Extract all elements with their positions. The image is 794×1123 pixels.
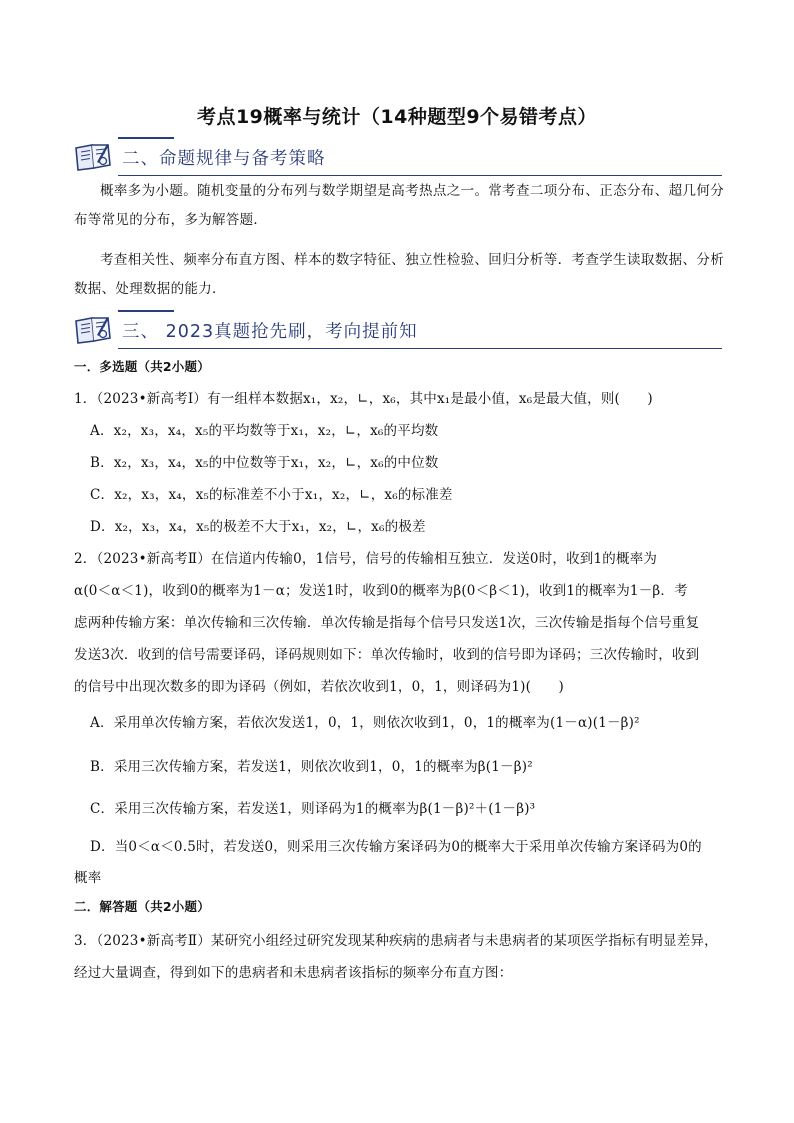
q2-option-d: D．当0＜α＜0.5时，若发送0，则采用三次传输方案译码为0的概率大于采用单次传输方案译码为0的 (90, 839, 702, 855)
header-accent-line (118, 137, 174, 139)
q2-option-a: A．采用单次传输方案，若依次发送1，0，1，则依次收到1，0，1的概率为(1－α)(1－β)² (90, 715, 640, 731)
question-1-stem: 1．（2023•新高考Ⅰ）有一组样本数据x₁，x₂，∟，x₆，其中x₁是最小值，x₆是最大值，则( ) (74, 391, 653, 407)
book-icon (74, 142, 114, 172)
q1-option-b: B．x₂，x₃，x₄，x₅的中位数等于x₁，x₂，∟，x₆的中位数 (90, 455, 439, 471)
q1-option-d: D．x₂，x₃，x₄，x₅的极差不大于x₁，x₂，∟，x₆的极差 (90, 519, 426, 535)
intro-paragraph-1: 概率多为小题。随机变量的分布列与数学期望是高考热点之一。常考查二项分布、正态分布、超几何分布等常见的分布，多为解答题． (74, 183, 724, 228)
question-2-line-5: 的信号中出现次数多的即为译码（例如，若依次收到1，0，1，则译码为1)( ) (74, 679, 564, 695)
header-rule (118, 348, 722, 349)
part-heading-multiple-choice: 一．多选题（共2小题） (74, 359, 210, 374)
book-icon (74, 315, 114, 345)
page-title: 考点19概率与统计（14种题型9个易错考点） (196, 106, 598, 128)
question-2-line-3: 虑两种传输方案：单次传输和三次传输．单次传输是指每个信号只发送1次，三次传输是指每个信号重复 (74, 615, 700, 631)
q2-option-d-continued: 概率 (74, 870, 102, 886)
header-rule (118, 175, 722, 176)
intro-paragraph-2: 考查相关性、频率分布直方图、样本的数字特征、独立性检验、回归分析等．考查学生读取数据、分析数据、处理数据的能力． (74, 252, 724, 297)
section-heading: 二、命题规律与备考策略 (122, 149, 326, 169)
q1-option-c: C．x₂，x₃，x₄，x₅的标准差不小于x₁，x₂，∟，x₆的标准差 (90, 487, 453, 503)
q2-option-b: B．采用三次传输方案，若发送1，则依次收到1，0，1的概率为β(1－β)² (90, 759, 533, 775)
question-2-line-1: 2．（2023•新高考Ⅱ）在信道内传输0，1信号，信号的传输相互独立．发送0时，收到1的概率为 (74, 551, 658, 567)
header-accent-line (118, 310, 174, 312)
q1-option-a: A．x₂，x₃，x₄，x₅的平均数等于x₁，x₂，∟，x₆的平均数 (90, 423, 439, 439)
section-header-exam (74, 309, 722, 353)
q2-option-c: C．采用三次传输方案，若发送1，则译码为1的概率为β(1－β)²＋(1－β)³ (90, 801, 536, 817)
question-2-line-2: α(0＜α＜1)，收到0的概率为1－α；发送1时，收到0的概率为β(0＜β＜1)，收到1的概率为1－β．考 (74, 583, 688, 599)
section-heading: 三、 2023真题抢先刷，考向提前知 (122, 322, 418, 342)
section-header-strategy (74, 136, 722, 180)
question-3-line-1: 3．（2023•新高考Ⅱ）某研究小组经过研究发现某种疾病的患病者与未患病者的某项医学指标有明显差异， (74, 933, 718, 949)
question-2-line-4: 发送3次．收到的信号需要译码，译码规则如下：单次传输时，收到的信号即为译码；三次传输时，收到 (74, 647, 700, 663)
part-heading-free-response: 二．解答题（共2小题） (74, 899, 210, 914)
question-3-line-2: 经过大量调查，得到如下的患病者和未患病者该指标的频率分布直方图： (74, 965, 513, 981)
